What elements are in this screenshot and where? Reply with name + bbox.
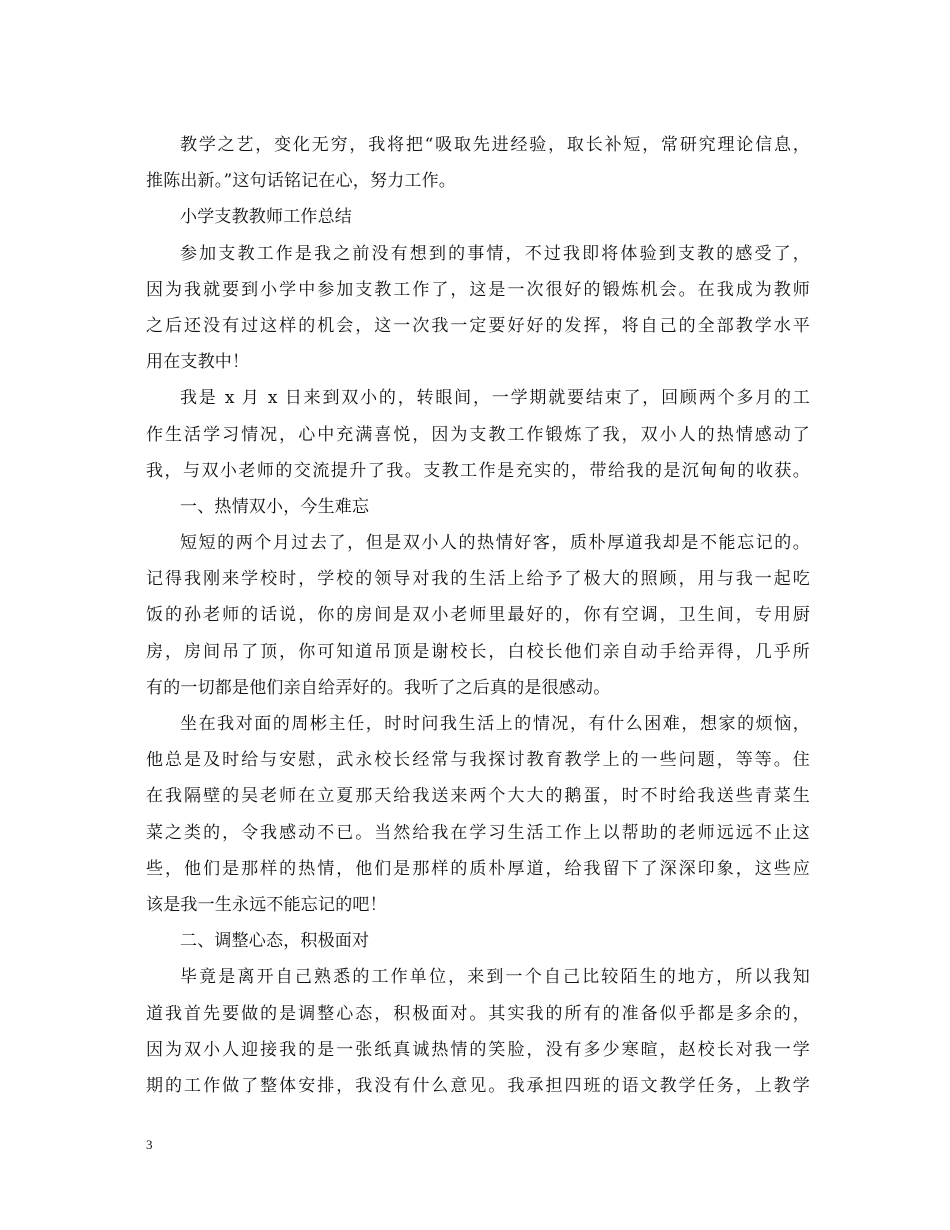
text-line: 菜之类的，令我感动不已。当然给我在学习生活工作上以帮助的老师远远不止这 (146, 822, 810, 843)
text-line: 因为我就要到小学中参加支教工作了，这是一次很好的锻炼机会。在我成为教师 (146, 279, 810, 300)
text-line: 用在支教中！ (146, 352, 250, 373)
text-line: 我，与双小老师的交流提升了我。支教工作是充实的，带给我的是沉甸甸的收获。 (146, 460, 810, 481)
text-line: 在我隔壁的吴老师在立夏那天给我送来两个大大的鹅蛋，时不时给我送些青菜生 (146, 786, 810, 807)
text-line: 教学之艺，变化无穷，我将把“吸取先进经验，取长补短，常研究理论信息， (180, 135, 810, 155)
text-line: 一、热情双小，今生难忘 (180, 496, 370, 517)
text-line: 之后还没有过这样的机会，这一次我一定要好好的发挥，将自己的全部教学水平 (146, 315, 810, 336)
text-line: 二、调整心态，积极面对 (180, 931, 370, 952)
text-line: 该是我一生永远不能忘记的吧！ (146, 894, 387, 915)
document-body (146, 127, 810, 1104)
text-line: 房，房间吊了顶，你可知道吊顶是谢校长，白校长他们亲自动手给弄得，几乎所 (146, 641, 810, 662)
text-line: 短短的两个月过去了，但是双小人的热情好客，质朴厚道我却是不能忘记的。 (180, 533, 810, 554)
text-line: 期的工作做了整体安排，我没有什么意见。我承担四班的语文教学任务，上教学 (146, 1075, 810, 1096)
text-line: 我是 x 月 x 日来到双小的，转眼间，一学期就要结束了，回顾两个多月的工 (180, 388, 810, 409)
text-line: 参加支教工作是我之前没有想到的事情，不过我即将体验到支教的感受了， (180, 243, 810, 264)
text-line: 毕竟是离开自己熟悉的工作单位，来到一个自己比较陌生的地方，所以我知 (180, 967, 810, 988)
text-line: 小学支教教师工作总结 (180, 207, 352, 228)
text-line: 些，他们是那样的热情，他们是那样的质朴厚道，给我留下了深深印象，这些应 (146, 858, 810, 879)
text-line: 记得我刚来学校时，学校的领导对我的生活上给予了极大的照顾，用与我一起吃 (146, 569, 810, 590)
page-number: 3 (146, 1137, 153, 1152)
text-line: 道我首先要做的是调整心态，积极面对。其实我的所有的准备似乎都是多余的， (146, 1003, 810, 1024)
text-line: 饭的孙老师的话说，你的房间是双小老师里最好的，你有空调，卫生间，专用厨 (146, 605, 810, 626)
text-line: 作生活学习情况，心中充满喜悦，因为支教工作锻炼了我，双小人的热情感动了 (146, 424, 810, 445)
text-line: 推陈出新。”这句话铭记在心，努力工作。 (146, 171, 456, 192)
text-line: 因为双小人迎接我的是一张纸真诚热情的笑脸，没有多少寒暄，赵校长对我一学 (146, 1039, 810, 1060)
text-line: 他总是及时给与安慰，武永校长经常与我探讨教育教学上的一些问题，等等。住 (146, 750, 810, 771)
text-line: 坐在我对面的周彬主任，时时问我生活上的情况，有什么困难，想家的烦恼， (180, 714, 810, 734)
text-line: 有的一切都是他们亲自给弄好的。我听了之后真的是很感动。 (146, 677, 611, 698)
